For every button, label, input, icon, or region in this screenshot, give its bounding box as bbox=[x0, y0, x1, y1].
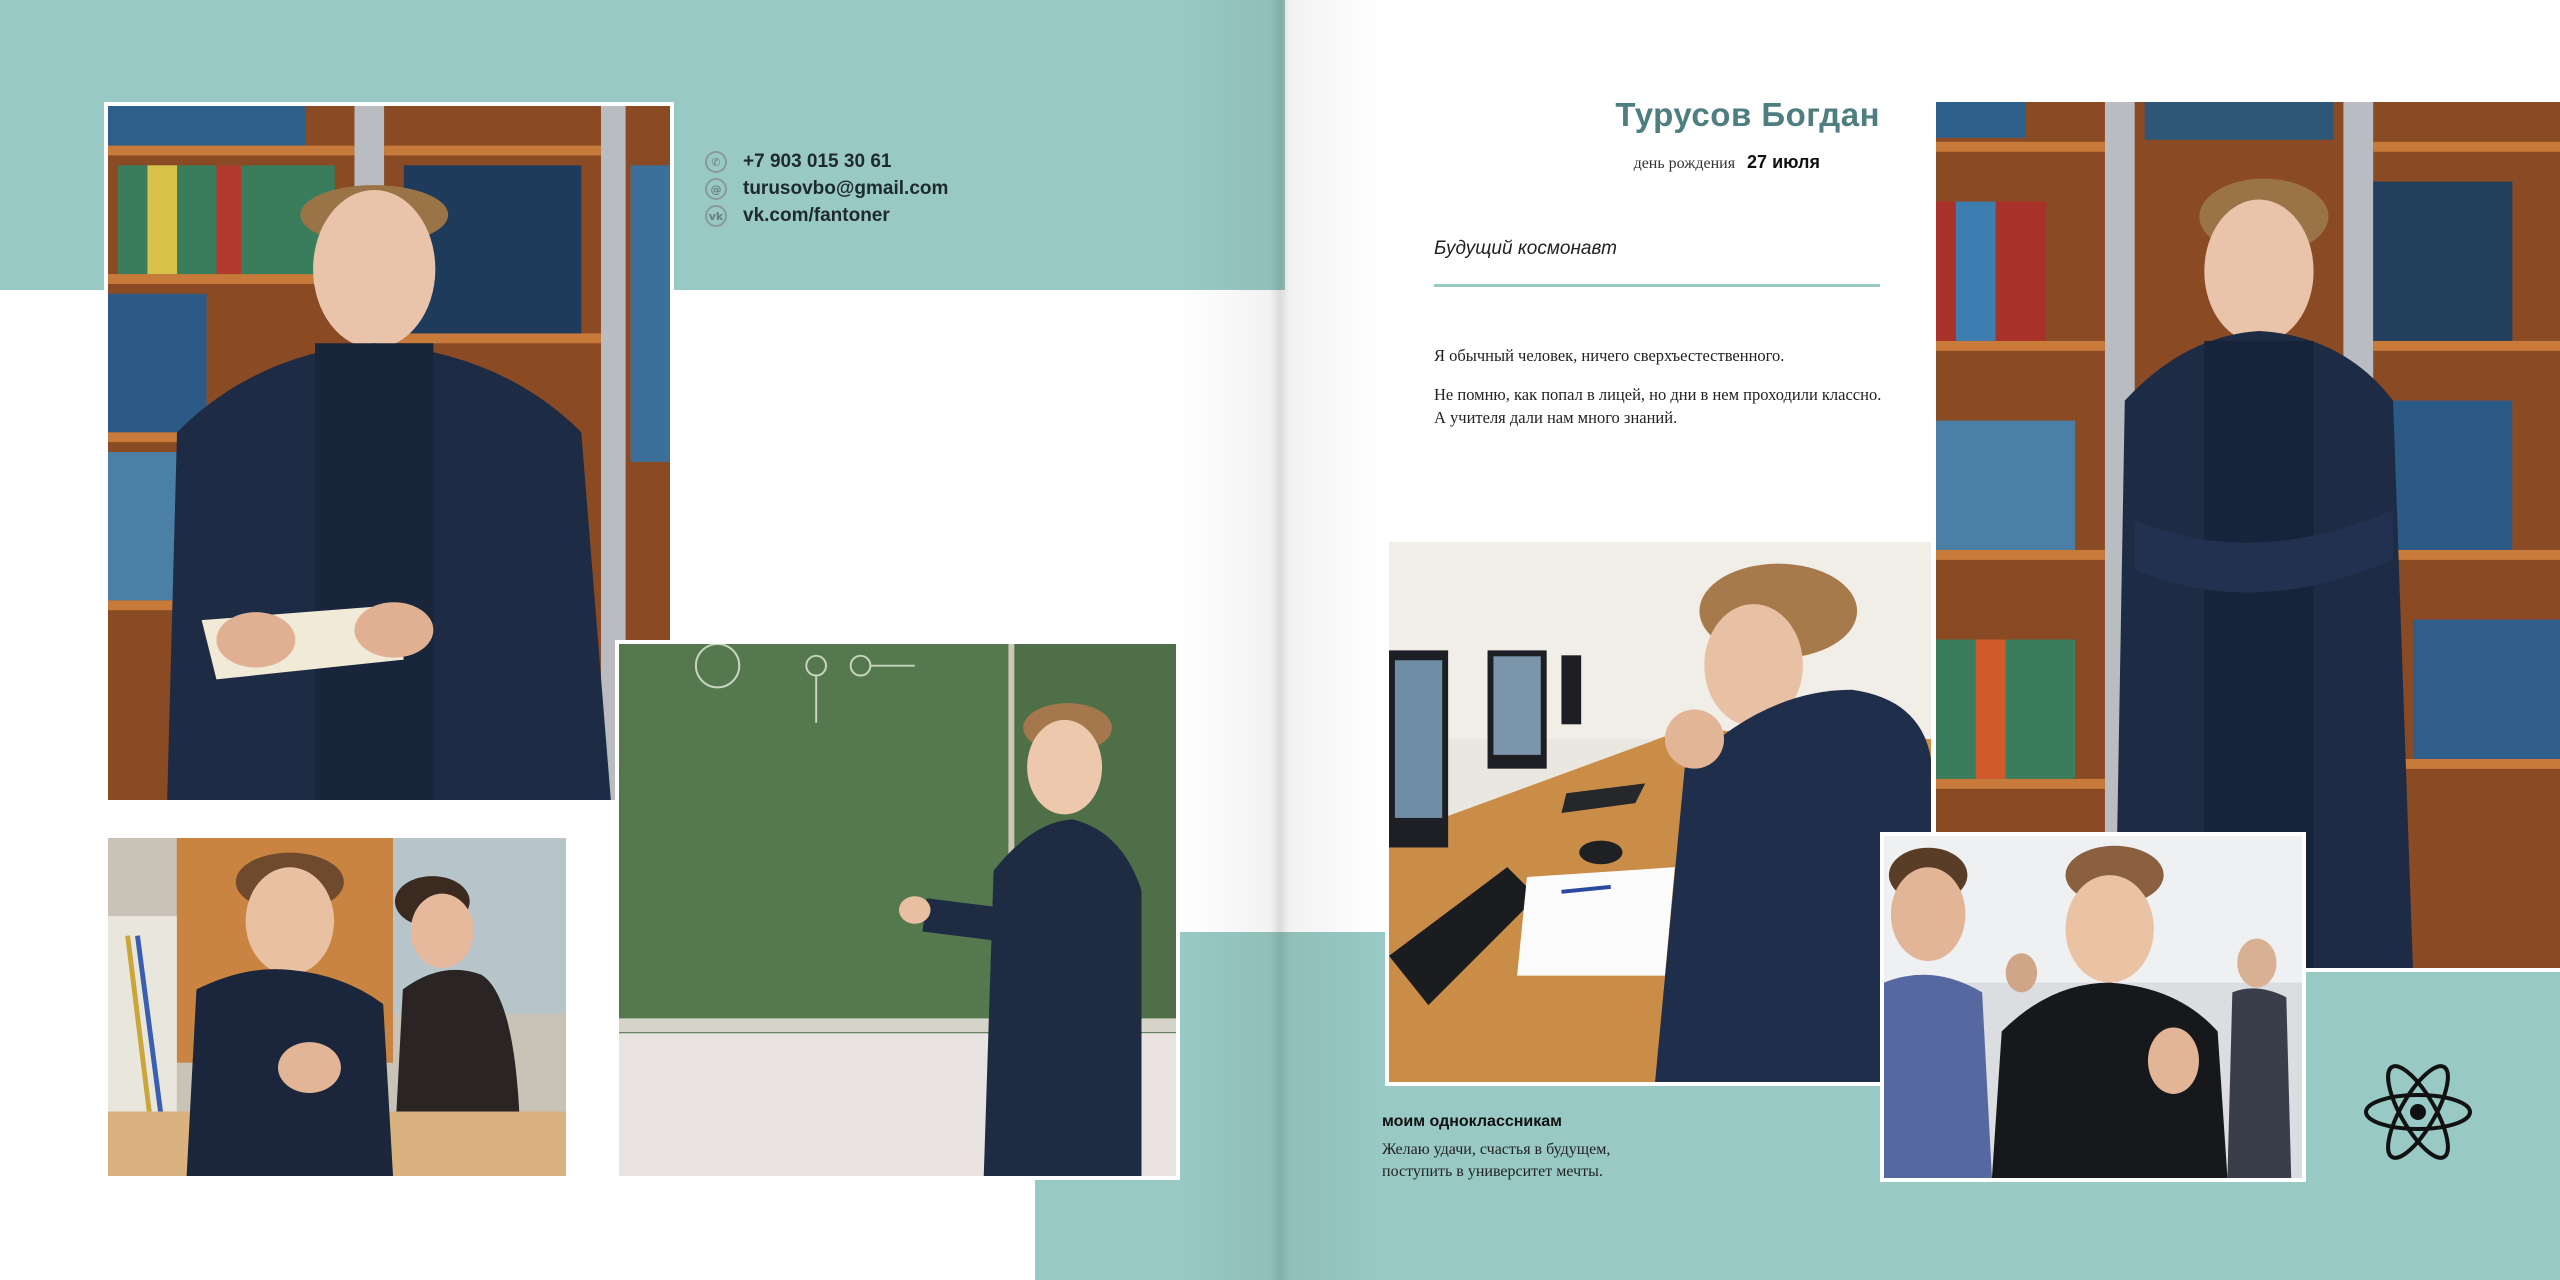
email-text: turusovbo@gmail.com bbox=[743, 178, 949, 199]
contact-email[interactable] bbox=[705, 178, 948, 200]
vk-text: vk.com/fantoner bbox=[743, 205, 890, 226]
photo-boy-in-class bbox=[104, 834, 570, 1180]
contact-phone[interactable] bbox=[705, 151, 891, 173]
wish-title: моим одноклассникам bbox=[1382, 1113, 1562, 1130]
bio bbox=[1434, 344, 1894, 445]
photo-boy-with-book bbox=[104, 102, 674, 804]
book-gutter-shadow bbox=[1180, 0, 1380, 1280]
birthday-label: день рождения bbox=[1633, 155, 1736, 172]
wish-text: Желаю удачи, счастья в будущем, поступить в университет мечты. bbox=[1382, 1141, 1611, 1180]
photo-boy-at-chalkboard bbox=[615, 640, 1180, 1180]
bio-paragraph-2: Не помню, как попал в лицей, но дни в нем проходили классно. А учителя дали нам много знаний. bbox=[1434, 385, 1882, 427]
left-white-block bbox=[672, 0, 673, 1]
tagline-divider bbox=[1434, 284, 1880, 287]
phone-text: +7 903 015 30 61 bbox=[743, 151, 892, 172]
birthday bbox=[1490, 152, 1820, 173]
photo-boy-at-computer bbox=[1385, 538, 1935, 1086]
email-icon: @ bbox=[705, 178, 727, 200]
vk-icon: vk bbox=[705, 205, 727, 227]
tagline: Будущий космонавт bbox=[1434, 238, 1618, 259]
atom-icon bbox=[2362, 1060, 2474, 1164]
contact-vk[interactable] bbox=[705, 205, 890, 227]
photo-boy-smiling-classmates bbox=[1880, 832, 2306, 1182]
student-name: Турусов Богдан bbox=[1615, 96, 1880, 133]
phone-icon: ✆ bbox=[705, 151, 727, 173]
bio-paragraph-1: Я обычный человек, ничего сверхъестественного. bbox=[1434, 346, 1785, 365]
birthday-value: 27 июля bbox=[1747, 152, 1820, 172]
